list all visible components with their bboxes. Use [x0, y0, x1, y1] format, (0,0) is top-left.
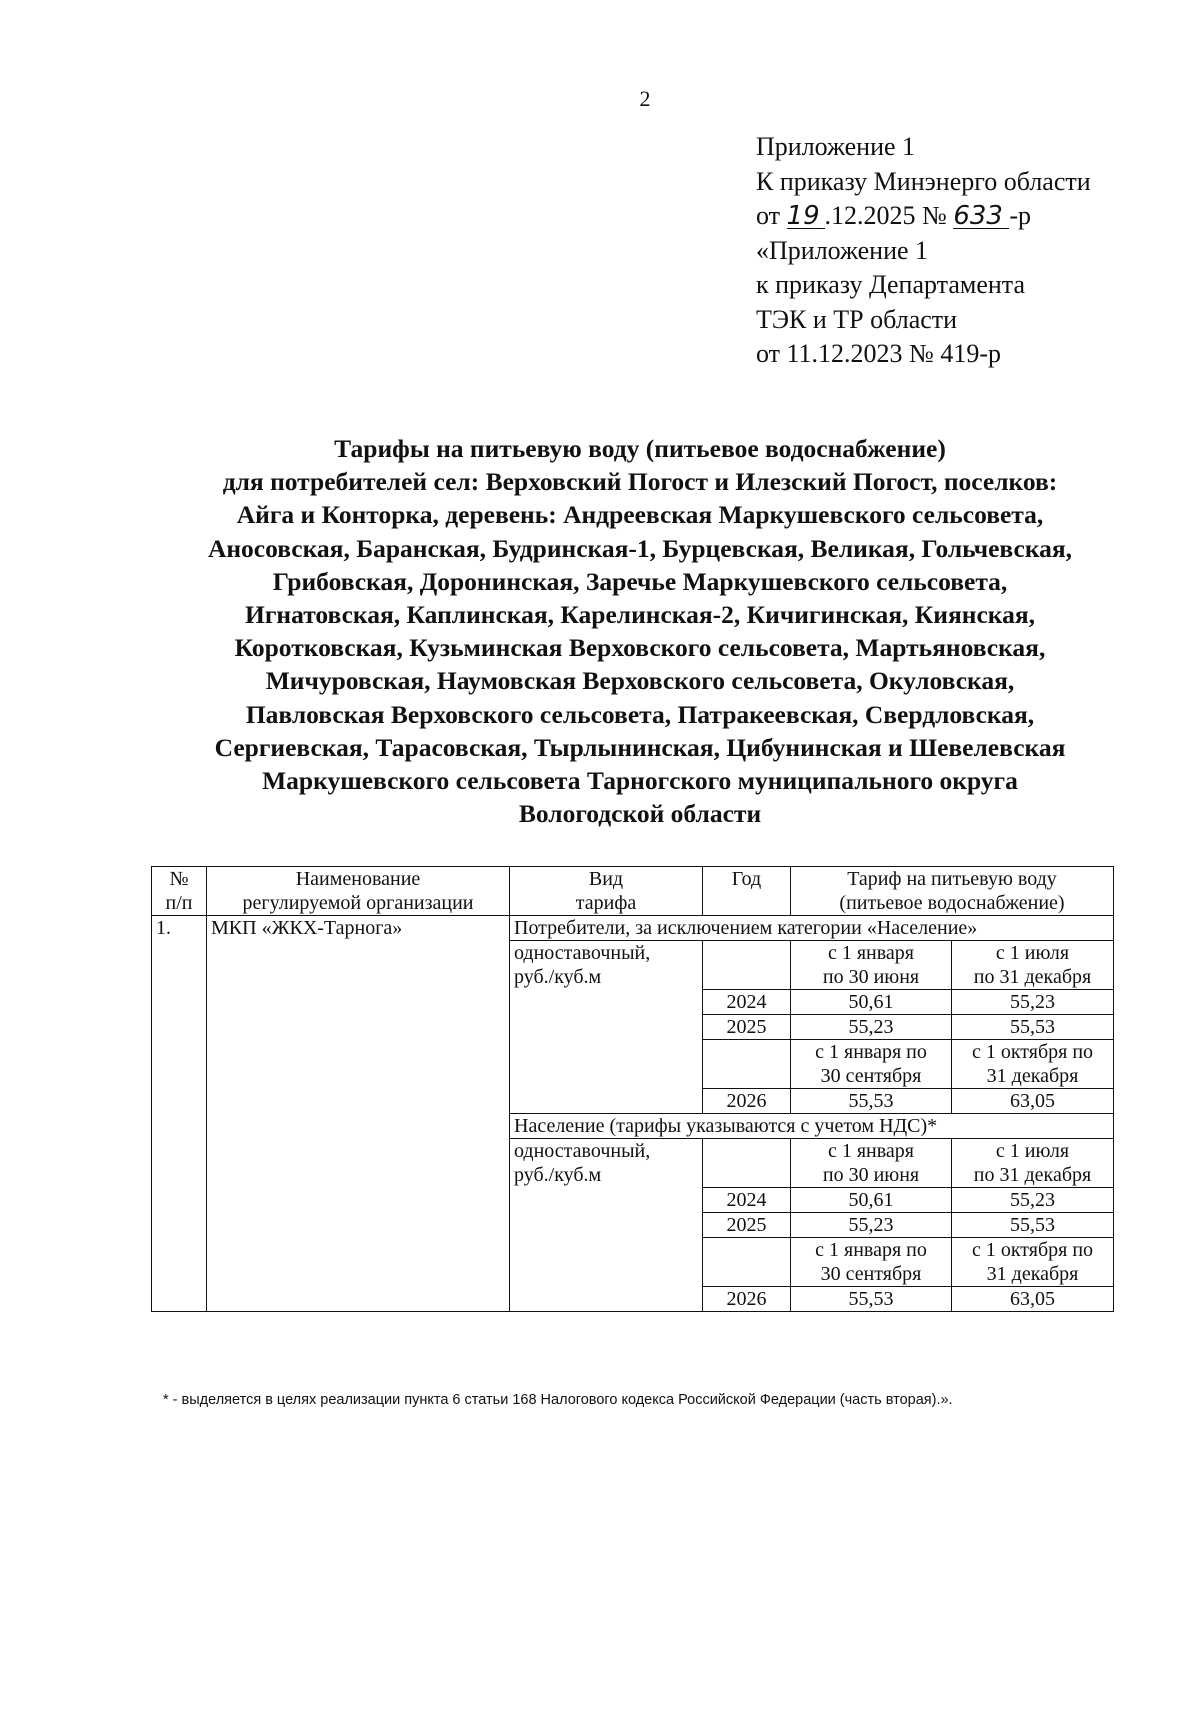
- period-header: с 1 июля по 31 декабря: [952, 941, 1114, 990]
- appendix-line: к приказу Департамента: [756, 270, 1026, 299]
- year-cell: [703, 941, 791, 990]
- appendix-header: [756, 130, 1091, 372]
- number-suffix: -р: [1009, 201, 1032, 230]
- title-line: Мичуровская, Наумовская Верховского сельсовета, Окуловская,: [265, 666, 1015, 696]
- document-title: [140, 432, 1140, 830]
- header-tariff: Тариф на питьевую воду (питьевое водоснабжение): [791, 867, 1114, 916]
- period-header: с 1 января по 30 июня: [791, 941, 952, 990]
- table-header-row: [152, 867, 1114, 916]
- year-cell: 2025: [703, 1213, 791, 1238]
- year-cell: 2026: [703, 1089, 791, 1114]
- tariff-value: 55,53: [791, 1089, 952, 1114]
- title-line: для потребителей сел: Верховский Погост и Илезский Погост, поселков:: [222, 467, 1058, 497]
- handwritten-day: 19: [787, 204, 825, 229]
- title-line: Павловская Верховского сельсовета, Патракеевская, Свердловская,: [245, 699, 1035, 729]
- tariff-value: 50,61: [791, 990, 952, 1015]
- page-number: 2: [639, 86, 651, 111]
- appendix-line: К приказу Минэнерго области: [756, 166, 1091, 196]
- date-middle: .12.2025 №: [824, 201, 947, 230]
- appendix-line: от 11.12.2023 № 419-р: [756, 339, 1002, 368]
- period-header: с 1 января по 30 июня: [791, 1139, 952, 1188]
- year-cell: 2024: [703, 1188, 791, 1213]
- title-line: Тарифы на питьевую воду (питьевое водоснабжение): [334, 434, 946, 463]
- period-header: с 1 июля по 31 декабря: [952, 1139, 1114, 1188]
- tariff-value: 50,61: [791, 1188, 952, 1213]
- year-cell: 2024: [703, 990, 791, 1015]
- period-header: с 1 января по 30 сентября: [791, 1238, 952, 1287]
- tariff-type: одноставочный, руб./куб.м: [510, 941, 703, 1114]
- header-number: № п/п: [152, 867, 207, 916]
- title-line: Аносовская, Баранская, Будринская-1, Бурцевская, Великая, Гольчевская,: [207, 533, 1073, 563]
- tariff-value: 55,53: [952, 1213, 1114, 1238]
- period-header: с 1 октября по 31 декабря: [952, 1040, 1114, 1089]
- tariff-value: 63,05: [952, 1089, 1114, 1114]
- year-cell: 2026: [703, 1287, 791, 1312]
- title-line: Айга и Конторка, деревень: Андреевская Маркушевского сельсовета,: [236, 500, 1044, 530]
- appendix-line: Приложение 1: [756, 132, 916, 161]
- tariff-value: 55,53: [791, 1287, 952, 1312]
- year-cell: [703, 1238, 791, 1287]
- organization-name: МКП «ЖКХ-Тарнога»: [207, 916, 510, 1312]
- appendix-line: «Приложение 1: [756, 235, 929, 265]
- year-cell: 2025: [703, 1015, 791, 1040]
- header-tariff-type: Вид тарифа: [510, 867, 703, 916]
- header-organization: Наименование регулируемой организации: [207, 867, 510, 916]
- tariff-value: 55,23: [791, 1213, 952, 1238]
- header-year: Год: [703, 867, 791, 916]
- tariff-value: 55,23: [791, 1015, 952, 1040]
- category-label: Население (тарифы указываются с учетом НДС)*: [510, 1114, 1114, 1139]
- title-line: Коротковская, Кузьминская Верховского сельсовета, Мартьяновская,: [234, 633, 1046, 663]
- appendix-line: ТЭК и ТР области: [756, 304, 958, 334]
- footnote: * - выделяется в целях реализации пункта 6 статьи 168 Налогового кодекса Российской Федерации (часть вторая).».: [163, 1392, 953, 1408]
- title-line: Игнатовская, Каплинская, Карелинская-2, Кичигинская, Киянская,: [245, 600, 1035, 630]
- appendix-date-line: [756, 199, 1091, 234]
- category-label: Потребители, за исключением категории «Население»: [510, 916, 1114, 941]
- tariff-value: 55,23: [952, 1188, 1114, 1213]
- tariff-value: 55,53: [952, 1015, 1114, 1040]
- period-header: с 1 января по 30 сентября: [791, 1040, 952, 1089]
- tariff-type: одноставочный, руб./куб.м: [510, 1139, 703, 1312]
- year-cell: [703, 1139, 791, 1188]
- tariff-table: [151, 866, 1114, 1312]
- title-line: Маркушевского сельсовета Тарногского муниципального округа: [262, 766, 1018, 796]
- year-cell: [703, 1040, 791, 1089]
- tariff-value: 55,23: [952, 990, 1114, 1015]
- tariff-value: 63,05: [952, 1287, 1114, 1312]
- title-line: Вологодской области: [518, 799, 762, 829]
- period-header: с 1 октября по 31 декабря: [952, 1238, 1114, 1287]
- table-row: [152, 916, 1114, 941]
- title-line: Сергиевская, Тарасовская, Тырлынинская, Цибунинская и Шевелевская: [214, 732, 1066, 762]
- date-prefix: от: [756, 201, 781, 230]
- title-line: Грибовская, Доронинская, Заречье Маркушевского сельсовета,: [272, 566, 1008, 596]
- handwritten-number: 633: [953, 204, 1009, 229]
- row-number: 1.: [152, 916, 207, 1312]
